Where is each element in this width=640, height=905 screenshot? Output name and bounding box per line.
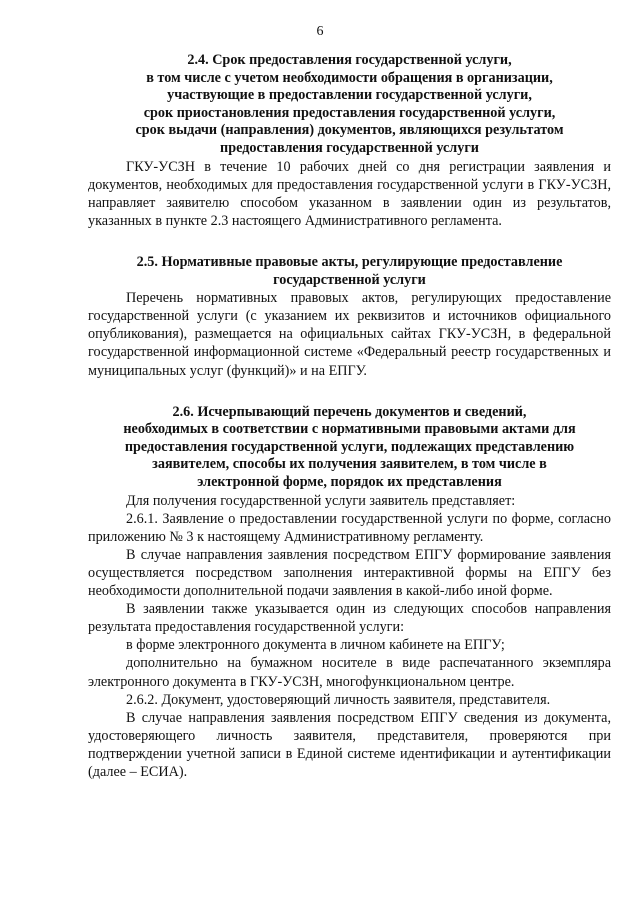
heading-line: предоставления государственной услуги	[220, 139, 479, 156]
heading-line: заявителем, способы их получения заявителем, в том числе в	[152, 456, 547, 473]
heading-line: 2.5. Нормативные правовые акты, регулирующие предоставление	[136, 253, 563, 270]
section-2-5-heading	[88, 254, 611, 289]
section-2-4-paragraph: ГКУ-УСЗН в течение 10 рабочих дней со дня регистрации заявления и документов, необходимых для предоставления государственной услуги в ГКУ-УСЗН, направляет заявителю способом указанном в заявлении один из результатов, указанных в пункте 2.3 настоящего Административного регламента.	[88, 158, 611, 229]
section-2-6-1-paragraph: 2.6.1. Заявление о предоставлении государственной услуги по форме, согласно приложению № 3 к настоящему Административному регламенту.	[88, 510, 611, 545]
heading-line: электронной форме, порядок их представления	[197, 473, 502, 490]
page-number: 6	[316, 24, 324, 39]
section-2-6-paragraph: В случае направления заявления посредством ЕПГУ сведения из документа, удостоверяющего личность заявителя, представителя, проверяются при подтверждении учетной записи в Единой системе идентификации и аутентификации (далее – ЕСИА).	[88, 709, 611, 780]
heading-line: в том числе с учетом необходимости обращения в организации,	[146, 69, 553, 86]
heading-line: необходимых в соответствии с нормативными правовыми актами для	[123, 421, 576, 438]
section-2-6-paragraph: В случае направления заявления посредством ЕПГУ формирование заявления осуществляется посредством заполнения интерактивной формы на ЕПГУ без необходимости дополнительной подачи заявления в какой-либо иной форме.	[88, 546, 611, 600]
section-2-6-paragraph: Для получения государственной услуги заявитель представляет:	[126, 492, 516, 509]
heading-line: срок приостановления предоставления государственной услуги,	[143, 104, 556, 121]
section-2-6-2-paragraph: 2.6.2. Документ, удостоверяющий личность заявителя, представителя.	[126, 691, 551, 708]
heading-line: срок выдачи (направления) документов, являющихся результатом	[135, 122, 564, 139]
heading-line: предоставления государственной услуги, подлежащих представлению	[124, 438, 575, 455]
section-spacer	[88, 230, 611, 254]
heading-line: государственной услуги	[273, 271, 426, 288]
heading-line: 2.4. Срок предоставления государственной услуги,	[187, 52, 512, 68]
section-2-6-paragraph: дополнительно на бумажном носителе в виде распечатанного экземпляра электронного документа в ГКУ-УСЗН, многофункциональном центре.	[88, 655, 611, 690]
section-2-5-paragraph: Перечень нормативных правовых актов, регулирующих предоставление государственной услуги (с указанием их реквизитов и источников официального опубликования), размещается на официальных сайтах ГКУ-УСЗН, в федеральной государственной информационной системе «Федеральный реестр государственных и муниципальных услуг (функций)» и на ЕПГУ.	[88, 290, 611, 379]
section-spacer	[88, 380, 611, 404]
heading-line: 2.6. Исчерпывающий перечень документов и сведений,	[172, 403, 527, 420]
section-2-6-paragraph: в форме электронного документа в личном кабинете на ЕПГУ;	[126, 637, 505, 654]
section-2-4-heading	[88, 52, 611, 158]
heading-line: участвующие в предоставлении государственной услуги,	[167, 87, 532, 104]
page-content	[88, 52, 611, 781]
section-2-6-paragraph: В заявлении также указывается один из следующих способов направления результата предоставления государственной услуги:	[88, 601, 611, 636]
section-2-6-heading	[88, 404, 611, 492]
